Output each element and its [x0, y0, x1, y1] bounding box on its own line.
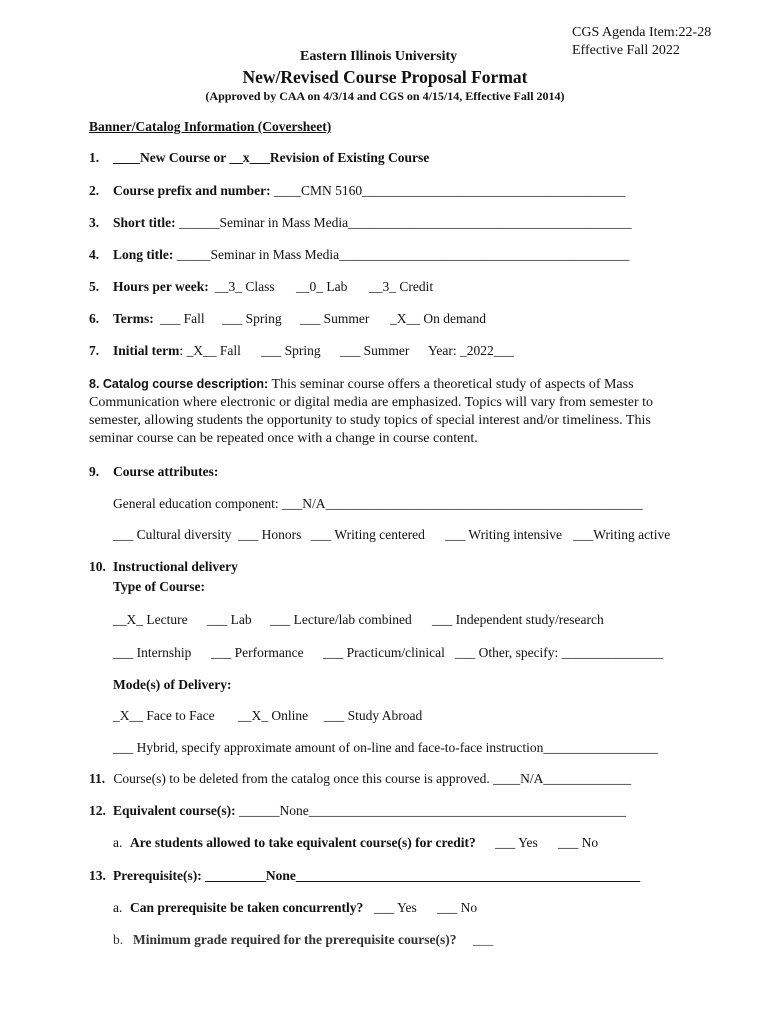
course-attributes-label: Course attributes:: [113, 464, 219, 479]
short-title-label: Short title:: [113, 215, 176, 230]
prerequisites-field[interactable]: _________None___________________________________________________: [201, 868, 641, 883]
lecture-lab-option[interactable]: ___ Lecture/lab combined: [270, 612, 412, 627]
item-10-number: 10.: [89, 559, 106, 574]
hours-label: Hours per week:: [113, 279, 209, 294]
writing-active-option[interactable]: ___Writing active: [573, 527, 671, 542]
lab-option[interactable]: ___ Lab: [207, 612, 252, 627]
minimum-grade-question: Minimum grade required for the prerequisite course(s)?: [133, 932, 457, 947]
prereq-concurrent-question: Can prerequisite be taken concurrently?: [130, 900, 364, 915]
long-title-label: Long title:: [113, 247, 174, 262]
item-12-number: 12.: [89, 803, 106, 818]
prereq-concurrent-yes[interactable]: ___ Yes: [374, 900, 417, 915]
prerequisites-label: Prerequisite(s):: [113, 868, 202, 883]
long-title-row: [113, 247, 629, 263]
other-option[interactable]: ___ Other, specify: _______________: [455, 645, 663, 660]
mode-of-delivery-label: Mode(s) of Delivery:: [113, 677, 232, 692]
course-prefix-label: Course prefix and number:: [113, 183, 271, 198]
item-13b-letter: b.: [113, 932, 124, 947]
prerequisites-row: [113, 868, 640, 884]
equivalent-credit-question: Are students allowed to take equivalent course(s) for credit?: [130, 835, 476, 850]
prereq-concurrent-no[interactable]: ___ No: [437, 900, 478, 915]
deleted-courses-field[interactable]: Course(s) to be deleted from the catalog once this course is approved. ____N/A_____________: [110, 771, 632, 786]
item-12a-letter: a.: [113, 835, 123, 850]
item-13-number: 13.: [89, 868, 106, 883]
online-option[interactable]: __X_ Online: [238, 708, 309, 723]
item-9-number: 9.: [89, 464, 100, 479]
equivalent-courses-row: [113, 803, 626, 819]
study-abroad-option[interactable]: ___ Study Abroad: [324, 708, 423, 723]
page-title: New/Revised Course Proposal Format: [242, 67, 528, 87]
initial-term-fall-option[interactable]: : _X__ Fall: [179, 343, 241, 358]
performance-option[interactable]: ___ Performance: [211, 645, 304, 660]
equivalent-courses-label: Equivalent course(s):: [113, 803, 236, 818]
item-13a-letter: a.: [113, 900, 123, 915]
practicum-option[interactable]: ___ Practicum/clinical: [323, 645, 445, 660]
hybrid-option[interactable]: ___ Hybrid, specify approximate amount of on-line and face-to-face instruction_________________: [113, 740, 659, 755]
item-3-number: 3.: [89, 215, 100, 230]
terms-fall-option[interactable]: ___ Fall: [160, 311, 205, 326]
honors-option[interactable]: ___ Honors: [238, 527, 302, 542]
university-name: Eastern Illinois University: [300, 49, 458, 64]
short-title-row: [113, 215, 632, 231]
hours-lab-field[interactable]: __0_ Lab: [296, 279, 348, 294]
effective-term: Effective Fall 2022: [572, 43, 680, 58]
lecture-option[interactable]: __X_ Lecture: [113, 612, 188, 627]
initial-term-year-field[interactable]: Year: _2022___: [428, 343, 515, 358]
terms-summer-option[interactable]: ___ Summer: [300, 311, 370, 326]
equivalent-courses-field[interactable]: ______None_______________________________________________: [235, 803, 626, 818]
terms-spring-option[interactable]: ___ Spring: [222, 311, 282, 326]
cultural-diversity-option[interactable]: ___ Cultural diversity: [113, 527, 232, 542]
initial-term-spring-option[interactable]: ___ Spring: [261, 343, 321, 358]
internship-option[interactable]: ___ Internship: [113, 645, 192, 660]
equivalent-credit-no[interactable]: ___ No: [558, 835, 599, 850]
catalog-description-label: 8. Catalog course description:: [89, 377, 269, 391]
terms-label: Terms:: [113, 311, 154, 326]
instructional-delivery-label: Instructional delivery: [113, 559, 238, 574]
short-title-field[interactable]: ______Seminar in Mass Media__________________________________________: [175, 215, 632, 230]
writing-intensive-option[interactable]: ___ Writing intensive: [445, 527, 562, 542]
hours-class-field[interactable]: __3_ Class: [215, 279, 275, 294]
item-4-number: 4.: [89, 247, 100, 262]
item-1-course-type[interactable]: ____New Course or __x___Revision of Existing Course: [113, 150, 430, 165]
equivalent-credit-yes[interactable]: ___ Yes: [495, 835, 538, 850]
long-title-field[interactable]: _____Seminar in Mass Media___________________________________________: [173, 247, 630, 262]
section-heading: Banner/Catalog Information (Coversheet): [89, 119, 332, 134]
independent-study-option[interactable]: ___ Independent study/research: [432, 612, 604, 627]
gened-component-field[interactable]: General education component: ___N/A_______________________________________________: [113, 496, 643, 511]
approval-note: (Approved by CAA on 4/3/14 and CGS on 4/15/14, Effective Fall 2014): [205, 89, 565, 103]
course-prefix-row: [113, 183, 625, 199]
item-2-number: 2.: [89, 183, 100, 198]
course-prefix-field[interactable]: ____CMN 5160_______________________________________: [270, 183, 626, 198]
terms-demand-option[interactable]: _X__ On demand: [390, 311, 486, 326]
initial-term-row: [113, 343, 241, 359]
type-of-course-label: Type of Course:: [113, 579, 205, 594]
item-7-number: 7.: [89, 343, 100, 358]
hours-credit-field[interactable]: __3_ Credit: [369, 279, 434, 294]
item-5-number: 5.: [89, 279, 100, 294]
item-11-number: 11.: [89, 771, 106, 786]
catalog-description: [89, 375, 689, 448]
item-6-number: 6.: [89, 311, 100, 326]
agenda-item: CGS Agenda Item:22-28: [572, 25, 712, 40]
writing-centered-option[interactable]: ___ Writing centered: [311, 527, 425, 542]
minimum-grade-field[interactable]: ___: [473, 932, 494, 947]
initial-term-summer-option[interactable]: ___ Summer: [340, 343, 410, 358]
initial-term-label: Initial term: [113, 343, 180, 358]
item-1-number: 1.: [89, 150, 100, 165]
catalog-description-text[interactable]: This seminar course offers a theoretical study of aspects of Mass Communication where electronic or digital media are emphasized. Topics will vary from semester to semester, allowing students the opportunity to study topics of special interest and/or timeliness. This seminar course can be repeated once with a change in course content.: [89, 377, 654, 446]
face-to-face-option[interactable]: _X__ Face to Face: [113, 708, 215, 723]
